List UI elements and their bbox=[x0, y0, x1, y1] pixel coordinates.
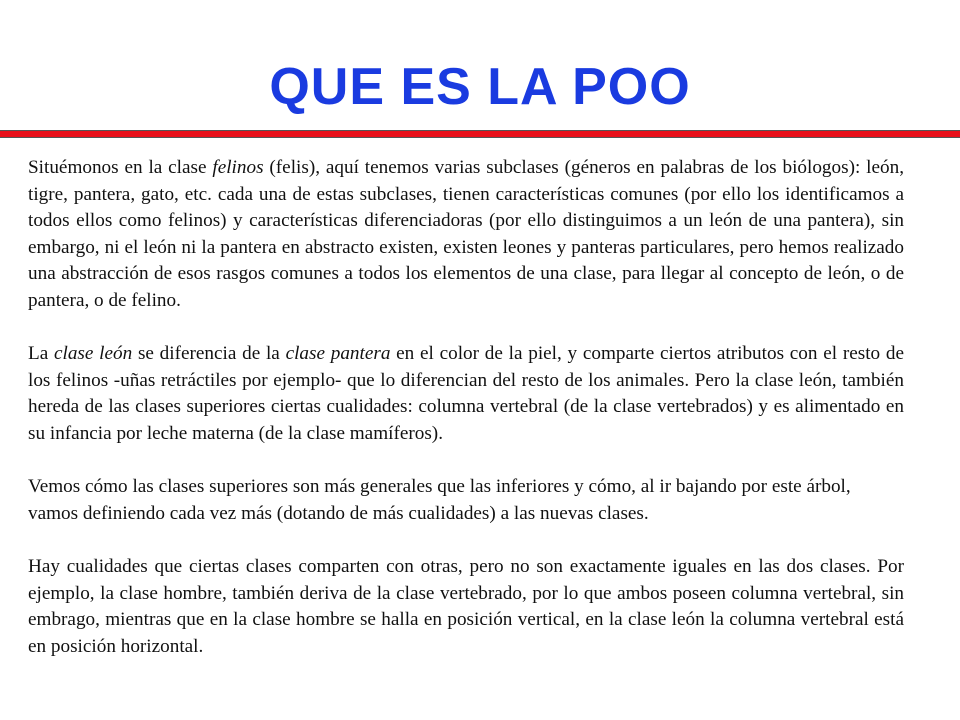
paragraph-text: en el color de la piel, y comparte ciertos atributos con el resto de los felinos -uñas retráctiles por ejemplo- que lo diferencian del resto de los animales. Pero la clase león, también hereda de las clases superiores ciertas cualidades: columna vertebral (de la clase vertebrados) y es alimentado en su infancia por leche materna (de la clase mamíferos). bbox=[28, 343, 904, 444]
body-text bbox=[28, 155, 904, 687]
title-divider bbox=[0, 130, 960, 138]
page-title: QUE ES LA POO bbox=[269, 58, 691, 116]
paragraph-clase-leon bbox=[28, 341, 904, 447]
paragraph-felinos bbox=[28, 155, 904, 315]
paragraph-text: (felis), aquí tenemos varias subclases (géneros en palabras de los biólogos): león, tigre, pantera, gato, etc. cada una de estas subclases, tienen características comunes (por ello los identificamos a todos ellos como felinos) y características diferenciadoras (por ello distinguimos a un león de una pantera), sin embargo, ni el león ni la pantera en abstracto existen, existen leones y panteras particulares, pero hemos realizado una abstracción de esos rasgos comunes a todos los elementos de una clase, para llegar al concepto de león, o de pantera, o de felino. bbox=[28, 157, 904, 311]
paragraph-clases-superiores: Vemos cómo las clases superiores son más generales que las inferiores y cómo, al ir bajando por este árbol, vamos definiendo cada vez más (dotando de más cualidades) a las nuevas clases. bbox=[28, 476, 851, 524]
emphasis-clase-leon: clase león bbox=[53, 343, 133, 365]
emphasis-felinos: felinos bbox=[212, 157, 264, 178]
paragraph-text: La bbox=[28, 343, 54, 365]
emphasis-clase-pantera: clase pantera bbox=[285, 343, 391, 365]
paragraph-cualidades: Hay cualidades que ciertas clases comparten con otras, pero no son exactamente iguales en las dos clases. Por ejemplo, la clase hombre, también deriva de la clase vertebrado, por lo que ambos poseen columna vertebral, sin embrago, mientras que en la clase hombre se halla en posición vertical, en la clase león la columna vertebral está en posición horizontal. bbox=[28, 555, 904, 657]
paragraph-text: Situémonos en la clase bbox=[28, 157, 213, 178]
paragraph-text: se diferencia de la bbox=[132, 343, 286, 365]
